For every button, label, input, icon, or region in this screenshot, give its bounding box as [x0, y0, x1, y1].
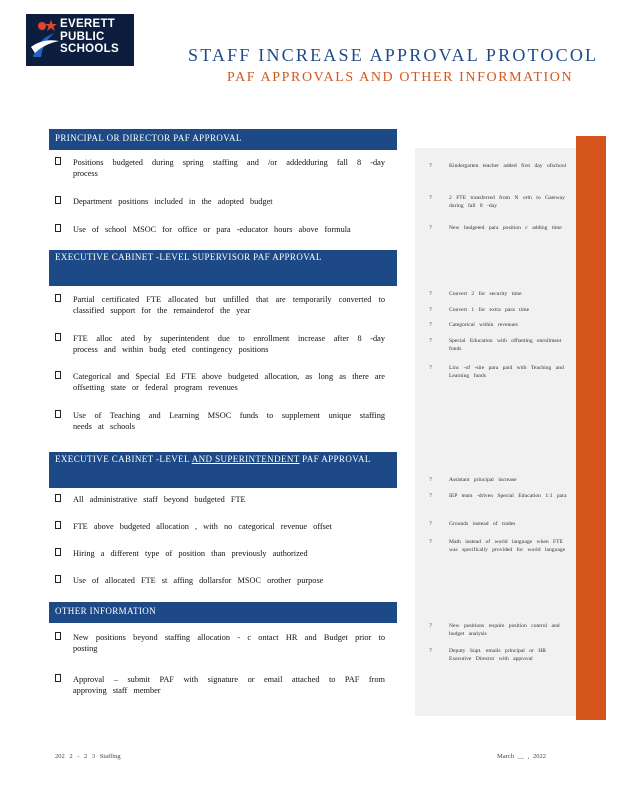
- question-mark-icon: ?: [429, 224, 432, 231]
- checkbox-icon: [55, 224, 61, 232]
- checkbox-icon: [55, 548, 61, 556]
- section-header-executive-cabinet: EXECUTIVE CABINET -LEVEL SUPERVISOR PAF APPROVAL: [49, 250, 397, 286]
- question-mark-icon: ?: [429, 321, 432, 328]
- footer-left: 202 2 - 2 3 Staffing: [55, 753, 121, 760]
- checkbox-icon: [55, 333, 61, 341]
- question-mark-icon: ?: [429, 290, 432, 297]
- question-mark-icon: ?: [429, 538, 432, 545]
- question-mark-icon: ?: [429, 364, 432, 371]
- page-subtitle: PAF APPROVALS AND OTHER INFORMATION: [227, 70, 574, 85]
- side-accent-bar: [576, 136, 606, 720]
- page-title: STAFF INCREASE APPROVAL PROTOCOL: [188, 45, 599, 65]
- checkbox-icon: [55, 371, 61, 379]
- question-mark-icon: ?: [429, 647, 432, 654]
- question-mark-icon: ?: [429, 492, 432, 499]
- section-header-executive-and-superintendent: EXECUTIVE CABINET -LEVEL AND SUPERINTENDENT PAF APPROVAL: [49, 452, 397, 488]
- checkbox-icon: [55, 674, 61, 682]
- question-mark-icon: ?: [429, 337, 432, 344]
- checkbox-icon: [55, 196, 61, 204]
- section-header-principal: PRINCIPAL OR DIRECTOR PAF APPROVAL: [49, 129, 397, 150]
- question-mark-icon: ?: [429, 622, 432, 629]
- section-header-other-information: OTHER INFORMATION: [49, 602, 397, 623]
- footer-date: March __ , 2022: [497, 753, 546, 760]
- checkbox-icon: [55, 410, 61, 418]
- question-mark-icon: ?: [429, 162, 432, 169]
- question-mark-icon: ?: [429, 306, 432, 313]
- swoosh-figure-icon: [29, 17, 61, 63]
- logo-text: EVERETT PUBLIC SCHOOLS: [60, 18, 119, 55]
- everett-public-schools-logo: [26, 14, 134, 66]
- checkbox-icon: [55, 575, 61, 583]
- checkbox-icon: [55, 294, 61, 302]
- checkbox-icon: [55, 157, 61, 165]
- question-mark-icon: ?: [429, 476, 432, 483]
- checkbox-icon: [55, 521, 61, 529]
- checkbox-icon: [55, 632, 61, 640]
- question-mark-icon: ?: [429, 520, 432, 527]
- checkbox-icon: [55, 494, 61, 502]
- question-mark-icon: ?: [429, 194, 432, 201]
